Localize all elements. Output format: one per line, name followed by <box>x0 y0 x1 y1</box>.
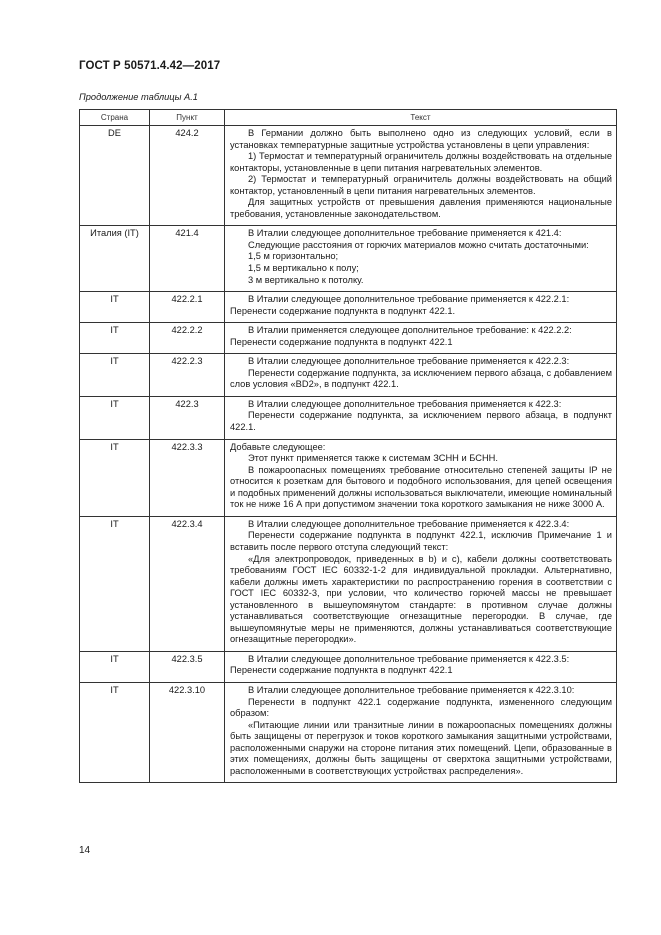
country-cell: IT <box>80 292 150 323</box>
column-header-clause: Пункт <box>150 110 225 126</box>
paragraph: Следующие расстояния от горючих материалов можно считать достаточными: <box>248 239 589 250</box>
country-cell: IT <box>80 354 150 397</box>
clause-cell: 422.2.3 <box>150 354 225 397</box>
text-cell <box>225 292 617 323</box>
paragraph: В Италии следующее дополнительное требование применяется к 422.3.5: <box>248 653 570 664</box>
country-cell: Италия (IT) <box>80 226 150 292</box>
list-item: 3 м вертикально к потолку. <box>248 274 364 285</box>
text-cell <box>225 651 617 682</box>
requirements-table <box>79 109 617 783</box>
text-cell <box>225 396 617 439</box>
clause-cell: 422.3.5 <box>150 651 225 682</box>
paragraph: Перенести содержание подпункта в подпункт 422.1, исключив Примечание 1 и вставить после первого отступа следующий текст: <box>230 530 612 552</box>
text-cell <box>225 226 617 292</box>
table-caption: Продолжение таблицы А.1 <box>79 92 198 102</box>
country-cell: IT <box>80 682 150 782</box>
country-cell: IT <box>80 323 150 354</box>
text-cell <box>225 516 617 651</box>
paragraph: В Италии следующее дополнительное требование применяется к 422.2.3: <box>248 356 570 367</box>
table-row <box>80 354 617 397</box>
table-row <box>80 651 617 682</box>
paragraph: В Италии применяется следующее дополнительное требование: к 422.2.2: <box>248 325 572 336</box>
clause-cell: 422.2.2 <box>150 323 225 354</box>
table-row <box>80 292 617 323</box>
paragraph: Для защитных устройств от превышения давления применяются национальные требования, установленные законодательством. <box>230 197 612 219</box>
country-cell: IT <box>80 396 150 439</box>
list-item: 1,5 м горизонтально; <box>248 251 339 262</box>
text-cell <box>225 682 617 782</box>
clause-cell: 422.3.10 <box>150 682 225 782</box>
clause-cell: 422.3.3 <box>150 439 225 516</box>
paragraph: В Германии должно быть выполнено одно из следующих условий, если в установках температурные защитные устройства установлены в цепи управления: <box>230 128 612 150</box>
table-header-row <box>80 110 617 126</box>
table-row <box>80 516 617 651</box>
column-header-country: Страна <box>80 110 150 126</box>
paragraph: Перенести содержание подпункта в подпункт 422.1 <box>230 665 453 676</box>
paragraph: Добавьте следующее: <box>230 441 326 452</box>
paragraph: Перенести содержание подпункта в подпункт 422.1. <box>230 305 456 316</box>
country-cell: DE <box>80 126 150 226</box>
table-row <box>80 126 617 226</box>
paragraph: В Италии следующее дополнительное требование применяется к 422.2.1: <box>248 294 570 305</box>
table-row <box>80 396 617 439</box>
paragraph: В Италии следующее дополнительное требования применяется к 422.3: <box>248 398 562 409</box>
paragraph: «Для электропроводок, приведенных в b) и c), кабели должны соответствовать требованиям ГОСТ IEC 60332-1-2 для индивидуальной прокладки. Альтернативно, кабели должны иметь характеристики по распространению горения в соответствии с ГОСТ IEC 60332-3, при условии, что количество горючей массы не превышает установленного в вышеупомянутом стандарте: в противном случае должны устанавливаться соответствующие огнезащитные перегородки. В случае, где вышеупомянутые меры не применяются, должны устанавливаться соответствующие огнезащитные перегородки». <box>230 553 612 645</box>
page-number: 14 <box>79 845 91 856</box>
paragraph: Этот пункт применяется также к системам ЗСНН и БСНН. <box>248 453 498 464</box>
text-cell <box>225 126 617 226</box>
paragraph: 1) Термостат и температурный ограничитель должны воздействовать на отдельные контакторы, установленные в цепи питания нагревательных элементов. <box>230 151 612 173</box>
country-cell: IT <box>80 439 150 516</box>
table-row <box>80 226 617 292</box>
column-header-text: Текст <box>225 110 617 126</box>
country-cell: IT <box>80 651 150 682</box>
paragraph: Перенести в подпункт 422.1 содержание подпункта, измененного следующим образом: <box>230 696 612 719</box>
paragraph: В пожароопасных помещениях требование относительно степеней защиты IP не относится к розеткам для бытового и подобного использования, для цепей освещения и подобных применений должны использоваться выключатели, имеющие номинальный ток не ниже 16 А при допустимом значении тока короткого замыкания не ниже 3000 А. <box>230 464 612 510</box>
table-row <box>80 682 617 782</box>
clause-cell: 422.3.4 <box>150 516 225 651</box>
clause-cell: 422.2.1 <box>150 292 225 323</box>
paragraph: 2) Термостат и температурный ограничитель должны воздействовать на общий контактор, установленный в цепи питания нагревательных элементов. <box>230 174 612 196</box>
country-cell: IT <box>80 516 150 651</box>
clause-cell: 424.2 <box>150 126 225 226</box>
standard-id: ГОСТ Р 50571.4.42—2017 <box>79 60 221 72</box>
table-row <box>80 323 617 354</box>
clause-cell: 422.3 <box>150 396 225 439</box>
paragraph: «Питающие линии или транзитные линии в пожароопасных помещениях должны быть защищены от перегрузок и токов короткого замыкания защитными устройствами, расположенными снаружи на стороне питания этих помещений. Цепи, образованные в этих помещениях, должны быть защищены от сверхтока защитными устройствами, расположенными в соответствующих устройствах распределения». <box>230 719 612 776</box>
clause-cell: 421.4 <box>150 226 225 292</box>
text-cell <box>225 354 617 397</box>
list-item: 1,5 м вертикально к полу; <box>248 263 359 274</box>
paragraph: В Италии следующее дополнительное требование применяется к 422.3.4: <box>248 518 570 529</box>
table-row <box>80 439 617 516</box>
paragraph: Перенести содержание подпункта в подпункт 422.1 <box>230 336 453 347</box>
paragraph: В Италии следующее дополнительное требование применяется к 421.4: <box>248 228 562 239</box>
paragraph: Перенести содержание подпункта, за исключением первого абзаца, в подпункт 422.1. <box>230 410 612 433</box>
text-cell <box>225 323 617 354</box>
paragraph: Перенести содержание подпункта, за исключением первого абзаца, с добавлением слов условия «BD2», в подпункт 422.1. <box>230 367 612 390</box>
paragraph: В Италии следующее дополнительное требование применяется к 422.3.10: <box>248 684 575 695</box>
text-cell <box>225 439 617 516</box>
